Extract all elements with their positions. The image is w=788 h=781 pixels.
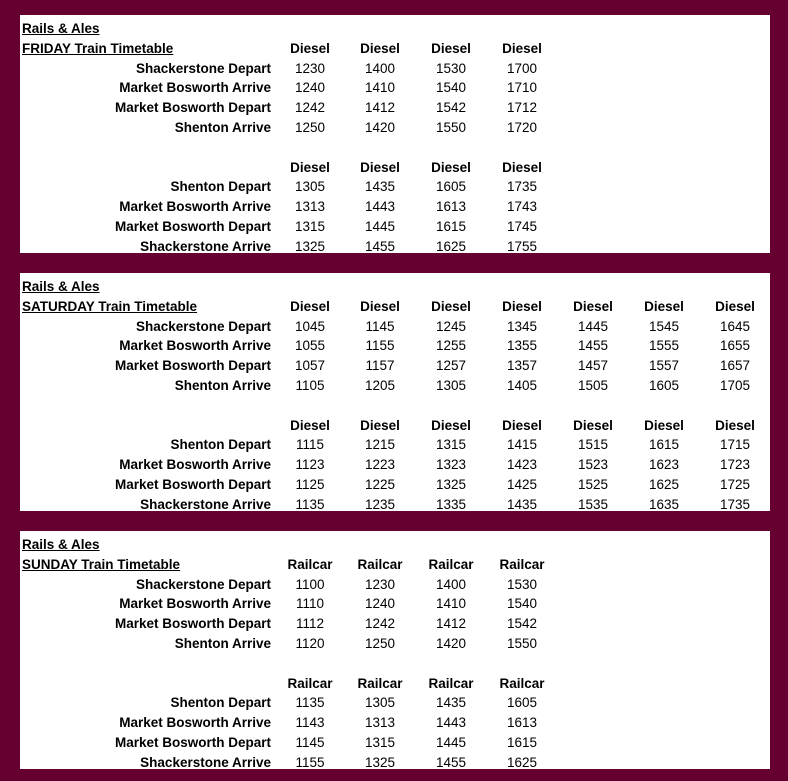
title-row: [20, 277, 770, 297]
departure-time-cell: 1550: [435, 120, 467, 135]
departure-time-cell: 1155: [295, 754, 325, 770]
departure-time-cell: 1555: [648, 338, 680, 354]
departure-time-cell: 1157: [365, 358, 395, 374]
departure-time-cell: 1223: [364, 457, 396, 473]
table-row: [20, 753, 770, 773]
departure-time-cell: 1335: [435, 496, 467, 512]
departure-time-cell: 1100: [295, 576, 325, 592]
train-type-label: Diesel: [715, 298, 755, 314]
table-row: [20, 693, 770, 713]
departure-time-cell: 1700: [506, 60, 538, 76]
departure-time-cell: 1325: [435, 477, 467, 492]
departure-time-cell: 1105: [295, 378, 325, 393]
train-type-label: Railcar: [428, 556, 474, 572]
departure-time-cell: 1443: [364, 199, 396, 215]
departure-time-cell: 1412: [364, 100, 396, 116]
departure-time-cell: 1625: [648, 477, 680, 492]
timetable-title: Rails & Ales: [22, 21, 100, 36]
departure-time-cell: 1435: [364, 179, 396, 195]
departure-time-cell: 1242: [364, 616, 396, 632]
departure-time-cell: 1405: [506, 378, 538, 393]
departure-time-cell: 1645: [719, 318, 751, 334]
departure-time-cell: 1515: [577, 437, 609, 453]
departure-time-cell: 1530: [435, 60, 467, 76]
departure-time-cell: 1735: [719, 496, 751, 512]
station-stop-label: Shenton Arrive: [174, 378, 271, 393]
departure-time-cell: 1540: [506, 596, 538, 612]
departure-time-cell: 1225: [364, 477, 396, 492]
train-type-label: Diesel: [360, 40, 400, 56]
train-type-label: Diesel: [502, 417, 542, 433]
train-type-row: [20, 674, 770, 694]
departure-time-cell: 1305: [294, 179, 326, 195]
departure-time-cell: 1410: [435, 596, 467, 612]
train-type-row: [20, 416, 770, 436]
train-type-label: Diesel: [502, 298, 542, 314]
table-row: [20, 455, 770, 475]
table-row: [20, 435, 770, 455]
table-row: [20, 217, 770, 237]
departure-time-cell: 1613: [435, 199, 467, 215]
departure-time-cell: 1323: [435, 457, 467, 473]
departure-time-cell: 1445: [577, 318, 609, 334]
departure-time-cell: 1135: [295, 695, 325, 711]
title-row: [20, 19, 770, 39]
sunday-timetable-panel: [20, 531, 770, 769]
train-type-label: Railcar: [287, 675, 333, 691]
departure-time-cell: 1457: [577, 358, 609, 374]
departure-time-cell: 1115: [295, 437, 325, 453]
train-type-label: Diesel: [502, 159, 542, 175]
departure-time-cell: 1435: [506, 496, 538, 512]
station-stop-label: Market Bosworth Depart: [114, 616, 271, 632]
table-row: [20, 98, 770, 118]
table-row: [20, 336, 770, 356]
table-row: [20, 59, 770, 79]
table-row: [20, 376, 770, 396]
departure-time-cell: 1420: [435, 636, 467, 651]
station-stop-label: Shackerstone Arrive: [140, 238, 271, 254]
departure-time-cell: 1345: [506, 318, 538, 334]
departure-time-cell: 1240: [294, 80, 326, 96]
departure-time-cell: 1125: [295, 477, 325, 492]
departure-time-cell: 1635: [648, 496, 680, 512]
table-row: [20, 177, 770, 197]
departure-time-cell: 1420: [364, 120, 396, 135]
train-type-label: Diesel: [431, 159, 471, 175]
train-type-label: Diesel: [431, 417, 471, 433]
station-stop-label: Shackerstone Arrive: [140, 496, 271, 512]
departure-time-cell: 1545: [648, 318, 680, 334]
station-stop-label: Market Bosworth Depart: [114, 735, 271, 750]
departure-time-cell: 1435: [435, 695, 467, 711]
departure-time-cell: 1205: [364, 378, 396, 393]
departure-time-cell: 1313: [294, 199, 326, 215]
station-stop-label: Market Bosworth Arrive: [119, 596, 271, 612]
departure-time-cell: 1623: [648, 457, 680, 473]
friday-timetable-panel: [20, 15, 770, 253]
table-row: [20, 197, 770, 217]
table-row: [20, 475, 770, 495]
departure-time-cell: 1325: [294, 238, 326, 254]
departure-time-cell: 1135: [295, 496, 325, 512]
departure-time-cell: 1542: [506, 616, 538, 632]
departure-time-cell: 1240: [364, 596, 396, 612]
station-stop-label: Shackerstone Arrive: [140, 754, 271, 770]
departure-time-cell: 1230: [294, 60, 326, 76]
departure-time-cell: 1712: [506, 100, 538, 116]
station-stop-label: Market Bosworth Arrive: [119, 80, 271, 96]
train-type-label: Diesel: [502, 40, 542, 56]
table-row: [20, 614, 770, 634]
departure-time-cell: 1242: [294, 100, 326, 116]
departure-time-cell: 1605: [648, 378, 680, 393]
departure-time-cell: 1715: [719, 437, 751, 453]
departure-time-cell: 1145: [295, 735, 325, 750]
departure-time-cell: 1725: [719, 477, 751, 492]
station-stop-label: Shenton Depart: [170, 695, 271, 711]
timetable-day-heading: SUNDAY Train Timetable: [22, 556, 181, 572]
timetable-day-heading: SATURDAY Train Timetable: [22, 298, 198, 314]
departure-time-cell: 1250: [364, 636, 396, 651]
saturday-timetable-panel: [20, 273, 770, 511]
table-row: [20, 713, 770, 733]
departure-time-cell: 1455: [577, 338, 609, 354]
train-type-label: Diesel: [360, 298, 400, 314]
departure-time-cell: 1143: [295, 715, 325, 731]
train-type-label: Diesel: [431, 298, 471, 314]
station-stop-label: Market Bosworth Arrive: [119, 199, 271, 215]
departure-time-cell: 1550: [506, 636, 538, 651]
train-type-label: Diesel: [431, 40, 471, 56]
departure-time-cell: 1315: [435, 437, 467, 453]
departure-time-cell: 1425: [506, 477, 538, 492]
table-row: [20, 118, 770, 138]
departure-time-cell: 1525: [577, 477, 609, 492]
departure-time-cell: 1315: [294, 219, 326, 234]
departure-time-cell: 1423: [506, 457, 538, 473]
train-type-label: Diesel: [290, 40, 330, 56]
train-type-row: [20, 158, 770, 178]
departure-time-cell: 1245: [435, 318, 467, 334]
table-row: [20, 733, 770, 753]
departure-time-cell: 1613: [506, 715, 538, 731]
departure-time-cell: 1615: [648, 437, 680, 453]
departure-time-cell: 1313: [364, 715, 396, 731]
departure-time-cell: 1235: [364, 496, 396, 512]
train-type-label: Diesel: [715, 417, 755, 433]
departure-time-cell: 1230: [364, 576, 396, 592]
departure-time-cell: 1735: [506, 179, 538, 195]
departure-time-cell: 1505: [577, 378, 609, 393]
train-type-label: Diesel: [360, 159, 400, 175]
departure-time-cell: 1110: [295, 596, 325, 612]
table-row: [20, 575, 770, 595]
departure-time-cell: 1400: [435, 576, 467, 592]
departure-time-cell: 1743: [506, 199, 538, 215]
train-type-label: Railcar: [499, 556, 545, 572]
timetable-title: Rails & Ales: [22, 537, 100, 552]
departure-time-cell: 1055: [294, 338, 326, 354]
departure-time-cell: 1355: [506, 338, 538, 354]
departure-time-cell: 1445: [364, 219, 396, 234]
title-row: [20, 535, 770, 555]
departure-time-cell: 1120: [295, 636, 325, 651]
timetable-day-heading: FRIDAY Train Timetable: [22, 40, 174, 56]
departure-time-cell: 1400: [364, 60, 396, 76]
table-row: [20, 356, 770, 376]
departure-time-cell: 1445: [435, 735, 467, 750]
departure-time-cell: 1257: [435, 358, 467, 374]
train-type-label: Diesel: [360, 417, 400, 433]
train-type-label: Diesel: [644, 298, 684, 314]
departure-time-cell: 1625: [435, 238, 467, 254]
departure-time-cell: 1112: [295, 616, 325, 632]
station-stop-label: Shenton Arrive: [174, 636, 271, 651]
departure-time-cell: 1557: [648, 358, 680, 374]
station-stop-label: Shackerstone Depart: [135, 576, 271, 592]
departure-time-cell: 1720: [506, 120, 538, 135]
departure-time-cell: 1325: [364, 754, 396, 770]
departure-time-cell: 1215: [364, 437, 396, 453]
departure-time-cell: 1415: [506, 437, 538, 453]
station-stop-label: Shackerstone Depart: [135, 318, 271, 334]
train-type-label: Diesel: [573, 417, 613, 433]
departure-time-cell: 1250: [294, 120, 326, 135]
train-type-label: Railcar: [357, 556, 403, 572]
departure-time-cell: 1315: [364, 735, 396, 750]
station-stop-label: Market Bosworth Depart: [114, 358, 271, 374]
train-type-label: Railcar: [287, 556, 333, 572]
departure-time-cell: 1412: [435, 616, 467, 632]
departure-time-cell: 1655: [719, 338, 751, 354]
train-type-label: Railcar: [428, 675, 474, 691]
departure-time-cell: 1625: [506, 754, 538, 770]
table-row: [20, 78, 770, 98]
station-stop-label: Market Bosworth Depart: [114, 219, 271, 234]
departure-time-cell: 1155: [365, 338, 395, 354]
station-stop-label: Shenton Arrive: [174, 120, 271, 135]
departure-time-cell: 1723: [719, 457, 751, 473]
train-type-row: [20, 39, 770, 59]
train-type-label: Diesel: [290, 159, 330, 175]
departure-time-cell: 1410: [364, 80, 396, 96]
departure-time-cell: 1615: [506, 735, 538, 750]
station-stop-label: Shenton Depart: [170, 437, 271, 453]
departure-time-cell: 1605: [435, 179, 467, 195]
table-row: [20, 594, 770, 614]
departure-time-cell: 1530: [506, 576, 538, 592]
table-row: [20, 634, 770, 654]
train-type-row: [20, 555, 770, 575]
table-row: [20, 237, 770, 257]
departure-time-cell: 1305: [364, 695, 396, 711]
train-type-row: [20, 297, 770, 317]
station-stop-label: Market Bosworth Arrive: [119, 715, 271, 731]
departure-time-cell: 1605: [506, 695, 538, 711]
departure-time-cell: 1705: [719, 378, 751, 393]
departure-time-cell: 1540: [435, 80, 467, 96]
departure-time-cell: 1455: [435, 754, 467, 770]
departure-time-cell: 1357: [506, 358, 538, 374]
station-stop-label: Shackerstone Depart: [135, 60, 271, 76]
departure-time-cell: 1145: [365, 318, 395, 334]
departure-time-cell: 1455: [364, 238, 396, 254]
station-stop-label: Market Bosworth Arrive: [119, 338, 271, 354]
departure-time-cell: 1615: [435, 219, 467, 234]
train-type-label: Railcar: [357, 675, 403, 691]
departure-time-cell: 1045: [294, 318, 326, 334]
station-stop-label: Market Bosworth Arrive: [119, 457, 271, 473]
table-row: [20, 317, 770, 337]
timetable-title: Rails & Ales: [22, 279, 100, 294]
departure-time-cell: 1523: [577, 457, 609, 473]
departure-time-cell: 1542: [435, 100, 467, 116]
train-type-label: Diesel: [573, 298, 613, 314]
departure-time-cell: 1710: [506, 80, 538, 96]
train-type-label: Railcar: [499, 675, 545, 691]
train-type-label: Diesel: [290, 298, 330, 314]
station-stop-label: Market Bosworth Depart: [114, 477, 271, 492]
station-stop-label: Market Bosworth Depart: [114, 100, 271, 116]
departure-time-cell: 1755: [506, 238, 538, 254]
departure-time-cell: 1123: [295, 457, 325, 473]
departure-time-cell: 1305: [435, 378, 467, 393]
departure-time-cell: 1657: [719, 358, 751, 374]
departure-time-cell: 1535: [577, 496, 609, 512]
departure-time-cell: 1255: [435, 338, 467, 354]
train-type-label: Diesel: [644, 417, 684, 433]
table-row: [20, 495, 770, 515]
departure-time-cell: 1057: [294, 358, 326, 374]
train-type-label: Diesel: [290, 417, 330, 433]
departure-time-cell: 1443: [435, 715, 467, 731]
departure-time-cell: 1745: [506, 219, 538, 234]
station-stop-label: Shenton Depart: [170, 179, 271, 195]
